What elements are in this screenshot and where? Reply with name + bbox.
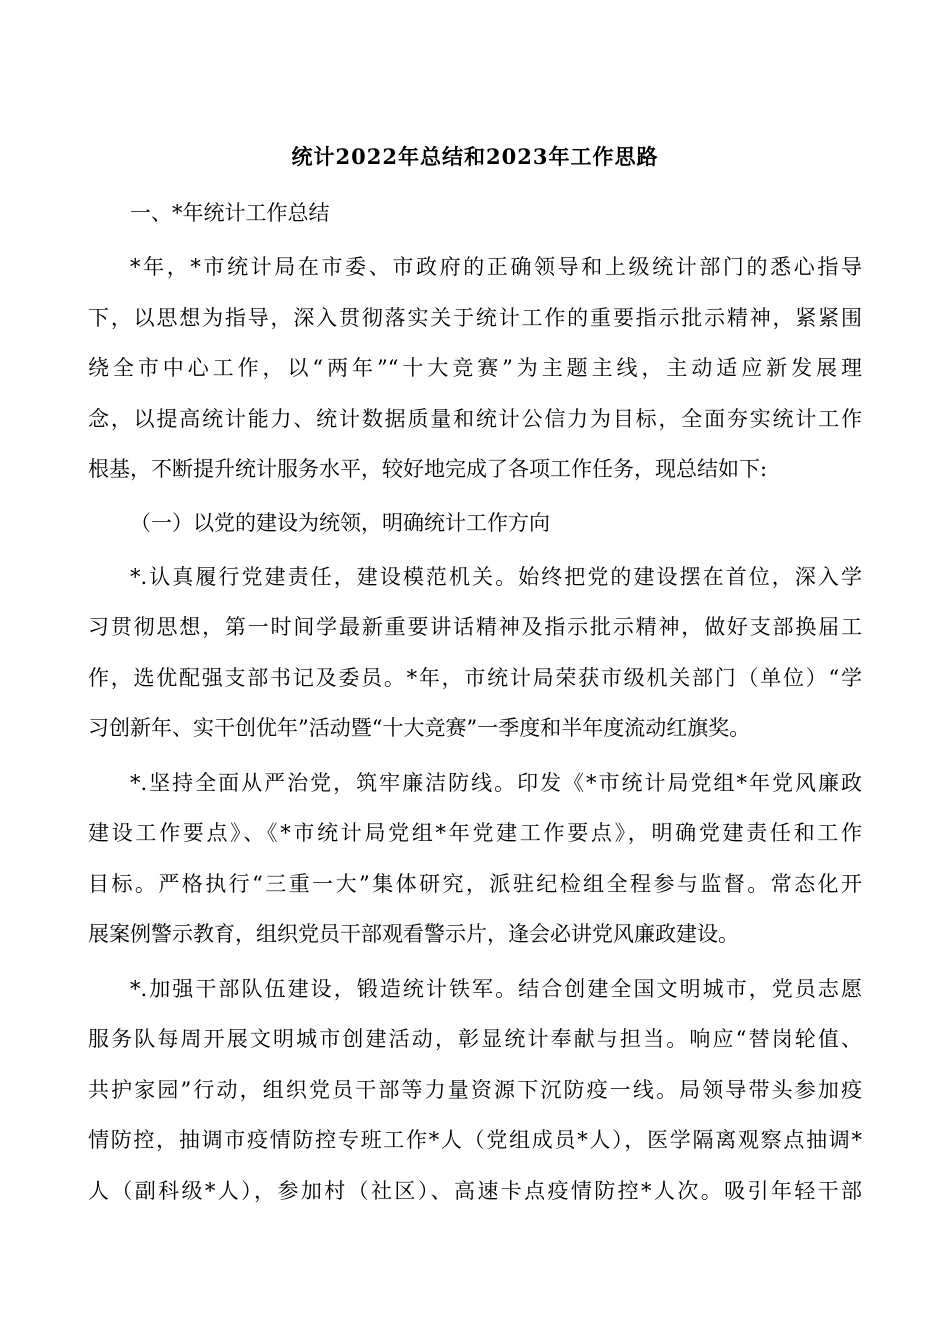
intro-line: 绕全市中心工作，以“两年”“十大竞赛”为主题主线，主动适应新发展理 bbox=[88, 356, 862, 380]
item-1-line: *.认真履行党建责任，建设模范机关。始终把党的建设摆在首位，深入学 bbox=[130, 565, 862, 589]
intro-line: 念，以提高统计能力、统计数据质量和统计公信力为目标，全面夯实统计工作 bbox=[88, 407, 862, 431]
item-3-line: 共护家园”行动，组织党员干部等力量资源下沉防疫一线。局领导带头参加疫 bbox=[88, 1078, 862, 1102]
intro-line: *年，*市统计局在市委、市政府的正确领导和上级统计部门的悉心指导 bbox=[130, 255, 862, 279]
item-2-line: 建设工作要点》、《*市统计局党组*年党建工作要点》，明确党建责任和工作 bbox=[88, 821, 862, 845]
intro-line: 下，以思想为指导，深入贯彻落实关于统计工作的重要指示批示精神，紧紧围 bbox=[88, 306, 862, 330]
item-3-line: 情防控，抽调市疫情防控专班工作*人（党组成员*人），医学隔离观察点抽调* bbox=[88, 1128, 862, 1152]
item-1-line: 作，选优配强支部书记及委员。*年，市统计局荣获市级机关部门（单位）“学 bbox=[88, 666, 862, 690]
document-title: 统计2022年总结和2023年工作思路 bbox=[291, 144, 659, 169]
item-1-line: 习创新年、实干创优年”活动暨“十大竞赛”一季度和半年度流动红旗奖。 bbox=[88, 716, 751, 740]
item-2-line: 目标。严格执行“三重一大”集体研究，派驻纪检组全程参与监督。常态化开 bbox=[88, 872, 862, 896]
item-3-line: *.加强干部队伍建设，锻造统计铁军。结合创建全国文明城市，党员志愿 bbox=[130, 977, 862, 1001]
intro-line: 根基，不断提升统计服务水平，较好地完成了各项工作任务，现总结如下: bbox=[88, 457, 768, 481]
item-3-line: 服务队每周开展文明城市创建活动，彰显统计奉献与担当。响应“替岗轮值、 bbox=[88, 1027, 862, 1051]
item-1-line: 习贯彻思想，第一时间学最新重要讲话精神及指示批示精神，做好支部换届工 bbox=[88, 615, 862, 639]
item-3-line: 人（副科级*人），参加村（社区）、高速卡点疫情防控*人次。吸引年轻干部 bbox=[88, 1179, 862, 1203]
subheading: （一）以党的建设为统领，明确统计工作方向 bbox=[130, 511, 550, 535]
item-2-line: *.坚持全面从严治党，筑牢廉洁防线。印发《*市统计局党组*年党风廉政 bbox=[130, 771, 862, 795]
section-heading: 一、*年统计工作总结 bbox=[130, 201, 330, 225]
item-2-line: 展案例警示教育，组织党员干部观看警示片，逢会必讲党风廉政建设。 bbox=[88, 922, 739, 946]
